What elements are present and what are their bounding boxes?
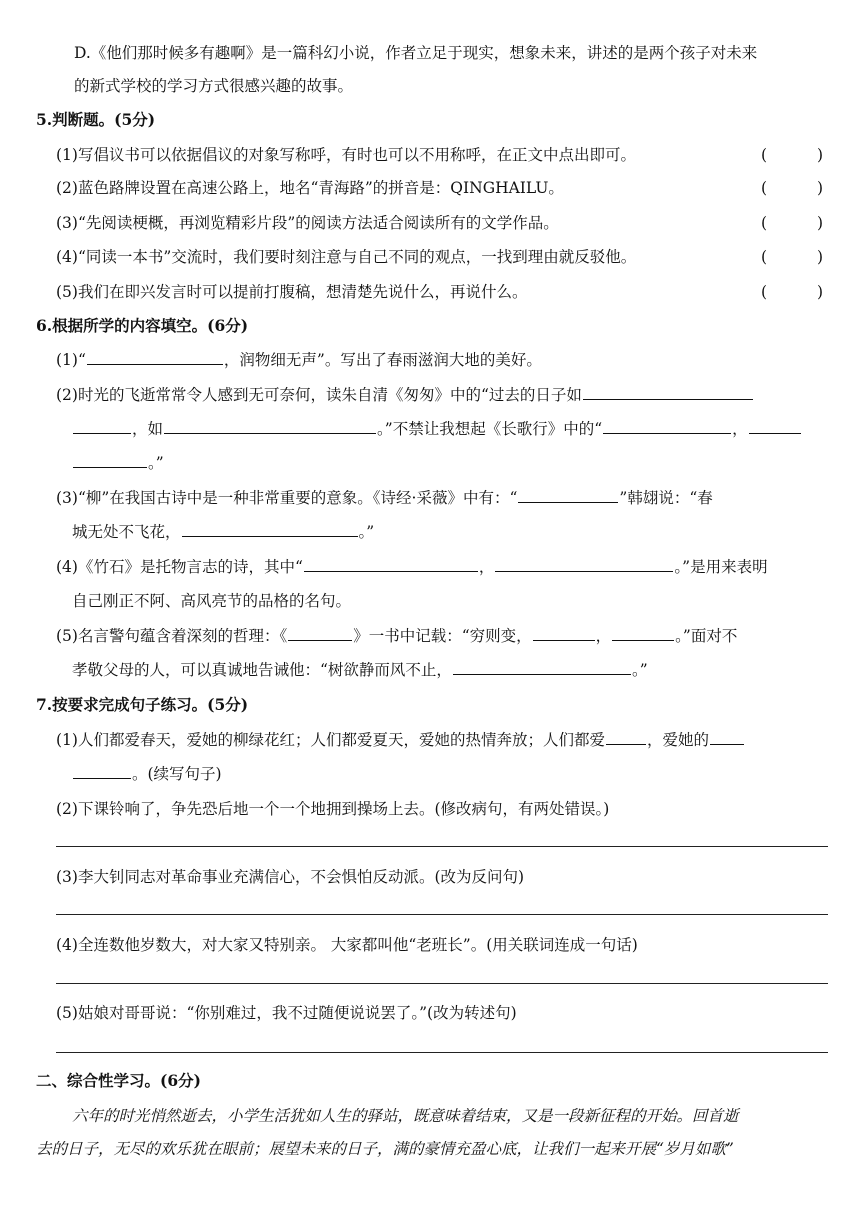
q5-item-1: (1)写倡议书可以依据倡议的对象写称呼，有时也可以不用称呼，在正文中点出即可。 [56,146,636,164]
fill-blank[interactable] [533,624,595,641]
q6-item-2-line1: (2)时光的飞逝常常令人感到无可奈何，读朱自清《匆匆》中的“过去的日子如 [56,383,754,407]
q6-item-2-line3: 。” [72,451,164,475]
q5-item-5: (5)我们在即兴发言时可以提前打腹稿，想清楚先说什么，再说什么。 [56,283,528,301]
q5-item-2: (2)蓝色路牌设置在高速公路上，地名“青海路”的拼音是：QINGHAILU。 [56,179,564,197]
fill-blank[interactable] [73,451,147,468]
q5-answer-paren-2[interactable]: ( ) [761,179,823,197]
fill-blank[interactable] [603,417,731,434]
fill-blank[interactable] [304,555,478,572]
q6-item-3-line2: 城无处不飞花， 。” [72,520,374,544]
q7-item-2: (2)下课铃响了，争先恐后地一个一个地拥到操场上去。(修改病句，有两处错误。) [56,800,610,818]
fill-blank[interactable] [288,624,352,641]
fill-blank[interactable] [749,417,801,434]
fill-blank[interactable] [495,555,673,572]
q6-item-1: (1)“ ，润物细无声”。写出了春雨滋润大地的美好。 [56,348,542,372]
answer-line[interactable] [56,983,828,984]
q7-item-3: (3)李大钊同志对革命事业充满信心，不会惧怕反动派。(改为反问句) [56,868,525,886]
q4-option-d-line1: D.《他们那时候多有趣啊》是一篇科幻小说，作者立足于现实，想象未来，讲述的是两个孩子对未来 [74,44,758,62]
q6-item-3-line1: (3)“柳”在我国古诗中是一种非常重要的意象。《诗经·采薇》中有：“ ”韩翃说：“春 [56,486,713,510]
q5-answer-paren-4[interactable]: ( ) [761,248,823,266]
q6-item-2-line2: ，如 。”不禁让我想起《长歌行》中的“ ， [72,417,802,441]
q6-item-4-line1: (4)《竹石》是托物言志的诗，其中“ ， 。”是用来表明 [56,555,768,579]
answer-line[interactable] [56,914,828,915]
q6-heading: 6.根据所学的内容填空。(6分) [36,316,249,335]
fill-blank[interactable] [164,417,376,434]
fill-blank[interactable] [453,658,631,675]
q5-answer-paren-1[interactable]: ( ) [761,146,823,164]
q5-heading: 5.判断题。(5分) [36,110,156,129]
answer-line[interactable] [56,846,828,847]
q7-heading: 7.按要求完成句子练习。(5分) [36,695,249,714]
part2-heading: 二、综合性学习。(6分) [36,1071,201,1090]
fill-blank[interactable] [182,520,358,537]
fill-blank[interactable] [606,728,646,745]
q5-item-4: (4)“同读一本书”交流时，我们要时刻注意与自己不同的观点，一找到理由就反驳他。 [56,248,637,266]
q7-item-5: (5)姑娘对哥哥说：“你别难过，我不过随便说说罢了。”(改为转述句) [56,1004,517,1022]
fill-blank[interactable] [73,417,131,434]
q6-item-4-line2: 自己刚正不阿、高风亮节的品格的名句。 [72,592,352,610]
fill-blank[interactable] [612,624,674,641]
fill-blank[interactable] [73,762,131,779]
part2-paragraph-line1: 六年的时光悄然逝去，小学生活犹如人生的驿站，既意味着结束，又是一段新征程的开始。回首逝 [72,1107,739,1125]
q7-item-4: (4)全连数他岁数大，对大家又特别亲。 大家都叫他“老班长”。(用关联词连成一句话) [56,936,638,954]
q5-answer-paren-5[interactable]: ( ) [761,283,823,301]
q5-answer-paren-3[interactable]: ( ) [761,214,823,232]
fill-blank[interactable] [87,348,223,365]
q7-item-1-line1: (1)人们都爱春天，爱她的柳绿花红；人们都爱夏天，爱她的热情奔放；人们都爱 ，爱她的 [56,728,745,752]
q5-item-3: (3)“先阅读梗概，再浏览精彩片段”的阅读方法适合阅读所有的文学作品。 [56,214,559,232]
q4-option-d-line2: 的新式学校的学习方式很感兴趣的故事。 [74,77,354,95]
fill-blank[interactable] [710,728,744,745]
answer-line[interactable] [56,1052,828,1053]
fill-blank[interactable] [583,383,753,400]
fill-blank[interactable] [518,486,618,503]
part2-paragraph-line2: 去的日子，无尽的欢乐犹在眼前；展望未来的日子，满的豪情充盈心底，让我们一起来开展“岁月如歌” [36,1140,734,1158]
q6-item-5-line1: (5)名言警句蕴含着深刻的哲理：《 》一书中记载：“穷则变， ， 。”面对不 [56,624,737,648]
q7-item-1-line2: 。(续写句子) [72,762,222,786]
q6-item-5-line2: 孝敬父母的人，可以真诚地告诫他：“树欲静而风不止， 。” [72,658,648,682]
